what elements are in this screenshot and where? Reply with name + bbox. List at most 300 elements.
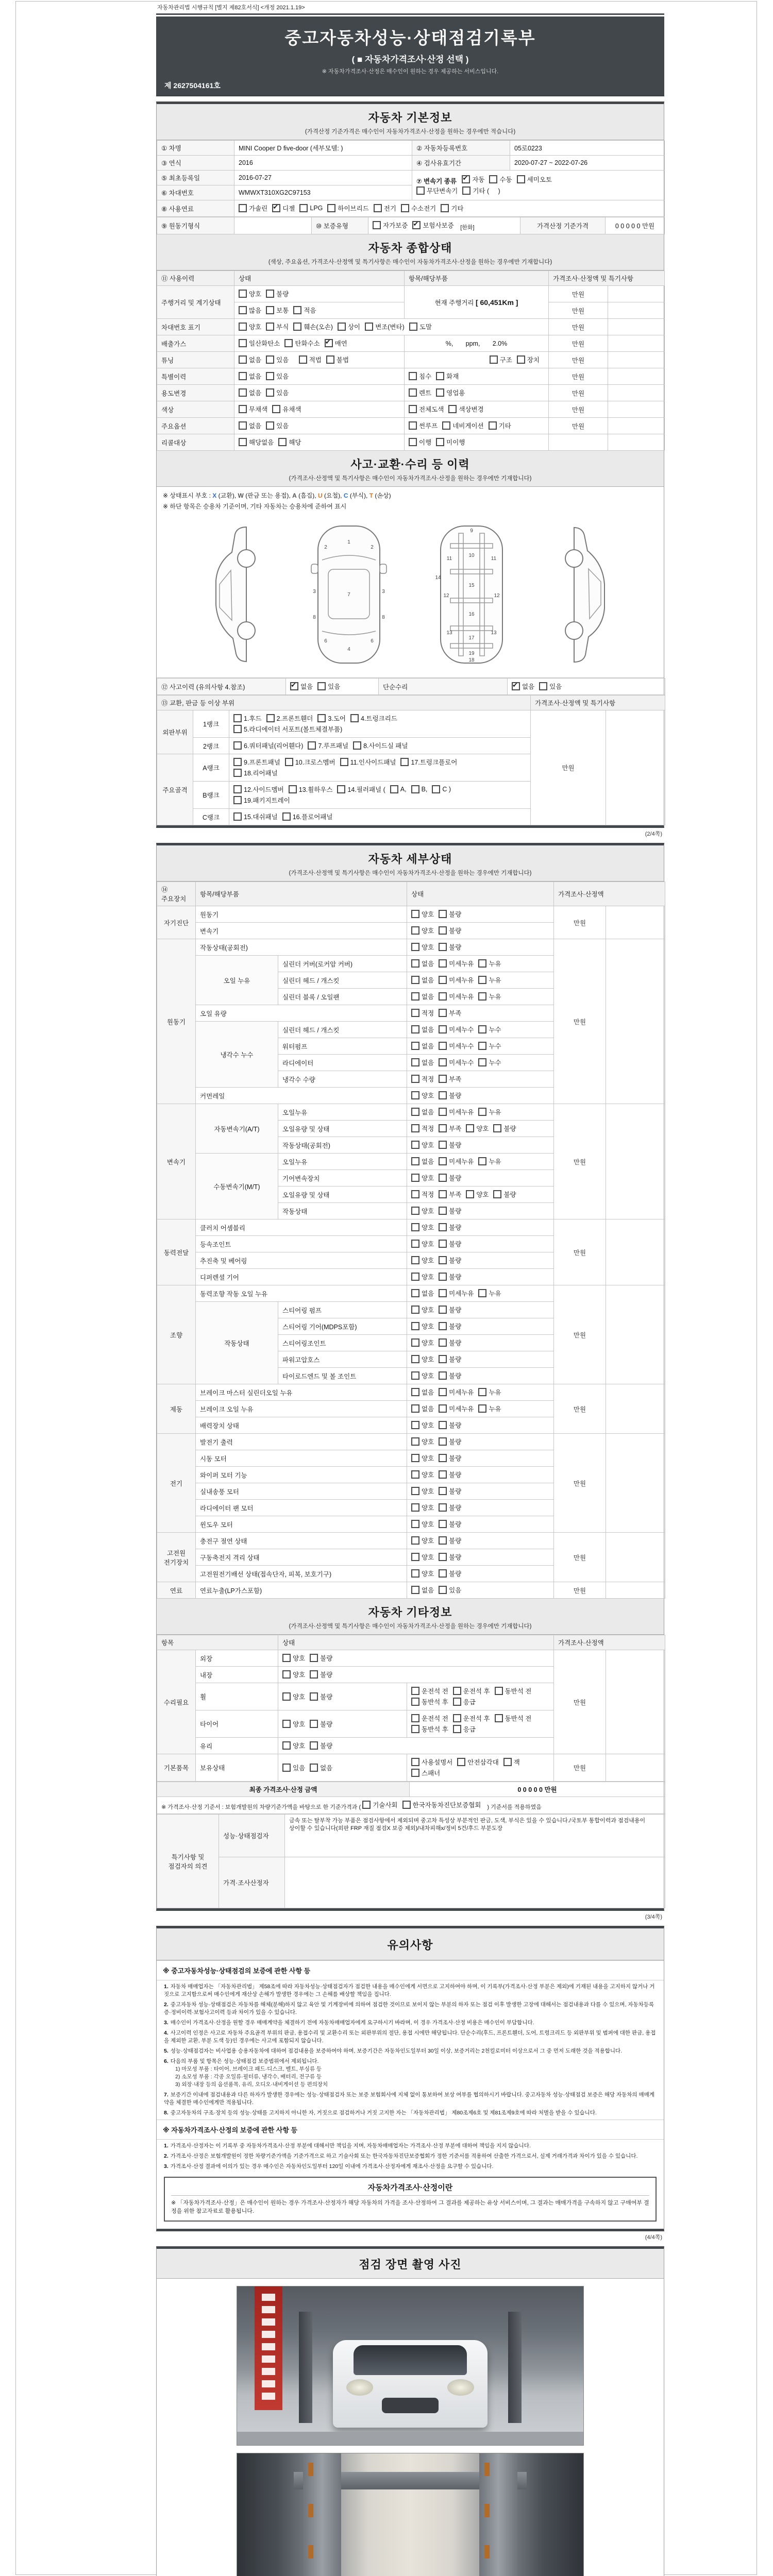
checkbox-unchecked-icon[interactable]	[442, 421, 450, 430]
checkbox-unchecked-icon[interactable]	[411, 1322, 419, 1330]
checkbox-unchecked-icon[interactable]	[411, 1470, 419, 1479]
checkbox-option[interactable]	[338, 322, 360, 331]
checkbox-unchecked-icon[interactable]	[411, 1536, 419, 1545]
checkbox-unchecked-icon[interactable]	[285, 758, 293, 766]
checkbox-unchecked-icon[interactable]	[453, 1714, 461, 1722]
checkbox-option[interactable]	[411, 1140, 434, 1149]
checkbox-unchecked-icon[interactable]	[439, 1190, 447, 1198]
checkbox-unchecked-icon[interactable]	[411, 1714, 419, 1722]
checkbox-unchecked-icon[interactable]	[272, 405, 280, 413]
checkbox-unchecked-icon[interactable]	[411, 1371, 419, 1380]
checkbox-option[interactable]	[478, 959, 501, 968]
checkbox-unchecked-icon[interactable]	[478, 1404, 486, 1413]
checkbox-option[interactable]	[411, 1305, 434, 1314]
checkbox-unchecked-icon[interactable]	[409, 405, 417, 413]
checkbox-unchecked-icon[interactable]	[439, 1289, 447, 1297]
checkbox-unchecked-icon[interactable]	[439, 1520, 447, 1528]
checkbox-unchecked-icon[interactable]	[411, 1256, 419, 1264]
checkbox-unchecked-icon[interactable]	[299, 204, 308, 212]
checkbox-option[interactable]	[439, 1256, 461, 1265]
checkbox-option[interactable]	[439, 992, 474, 1001]
checkbox-option[interactable]	[282, 812, 333, 821]
checkbox-option[interactable]	[284, 338, 320, 348]
checkbox-option[interactable]	[299, 204, 323, 212]
checkbox-unchecked-icon[interactable]	[411, 1487, 419, 1495]
checkbox-option[interactable]	[439, 1536, 461, 1545]
checkbox-unchecked-icon[interactable]	[439, 1240, 447, 1248]
checkbox-option[interactable]	[448, 404, 483, 414]
checkbox-unchecked-icon[interactable]	[411, 1388, 419, 1396]
checkbox-option[interactable]	[411, 1519, 434, 1529]
checkbox-checked-icon[interactable]	[272, 204, 280, 212]
checkbox-unchecked-icon[interactable]	[282, 1670, 291, 1679]
checkbox-option[interactable]	[457, 1757, 498, 1767]
checkbox-option[interactable]	[400, 757, 457, 767]
checkbox-unchecked-icon[interactable]	[411, 1569, 419, 1578]
checkbox-unchecked-icon[interactable]	[517, 355, 525, 364]
checkbox-unchecked-icon[interactable]	[439, 1009, 447, 1017]
checkbox-option[interactable]	[466, 1190, 489, 1199]
checkbox-option[interactable]	[282, 1692, 305, 1701]
checkbox-unchecked-icon[interactable]	[411, 1025, 419, 1033]
checkbox-unchecked-icon[interactable]	[439, 1404, 447, 1413]
checkbox-unchecked-icon[interactable]	[239, 306, 247, 314]
checkbox-checked-icon[interactable]	[512, 682, 520, 690]
checkbox-option[interactable]	[290, 682, 313, 691]
checkbox-option[interactable]	[439, 1025, 474, 1034]
checkbox-option[interactable]	[310, 1741, 332, 1750]
checkbox-option[interactable]	[365, 322, 405, 331]
checkbox-option[interactable]	[411, 1025, 434, 1034]
checkbox-option[interactable]	[478, 1041, 501, 1050]
checkbox-option[interactable]	[239, 437, 274, 447]
checkbox-option[interactable]	[439, 1239, 461, 1248]
checkbox-unchecked-icon[interactable]	[282, 1720, 291, 1728]
checkbox-unchecked-icon[interactable]	[411, 926, 419, 935]
checkbox-unchecked-icon[interactable]	[239, 438, 247, 446]
checkbox-unchecked-icon[interactable]	[439, 1586, 447, 1594]
checkbox-option[interactable]	[233, 741, 303, 750]
checkbox-unchecked-icon[interactable]	[439, 1042, 447, 1050]
checkbox-unchecked-icon[interactable]	[411, 1338, 419, 1347]
checkbox-option[interactable]	[432, 785, 451, 793]
checkbox-option[interactable]	[478, 1058, 501, 1067]
checkbox-option[interactable]	[411, 1256, 434, 1265]
checkbox-unchecked-icon[interactable]	[478, 976, 486, 984]
checkbox-option[interactable]	[409, 322, 432, 331]
checkbox-option[interactable]	[233, 812, 278, 821]
checkbox-option[interactable]	[439, 1354, 461, 1364]
checkbox-option[interactable]	[337, 785, 385, 794]
checkbox-option[interactable]	[239, 404, 267, 414]
checkbox-unchecked-icon[interactable]	[478, 1025, 486, 1033]
checkbox-option[interactable]	[489, 175, 512, 184]
checkbox-checked-icon[interactable]	[290, 682, 298, 690]
checkbox-option[interactable]	[411, 1124, 434, 1133]
checkbox-option[interactable]	[478, 975, 501, 985]
checkbox-option[interactable]	[490, 355, 512, 364]
checkbox-option[interactable]	[282, 1719, 305, 1728]
checkbox-unchecked-icon[interactable]	[233, 785, 242, 793]
checkbox-option[interactable]	[282, 1741, 305, 1750]
checkbox-unchecked-icon[interactable]	[411, 1058, 419, 1066]
checkbox-unchecked-icon[interactable]	[411, 1091, 419, 1099]
checkbox-checked-icon[interactable]	[462, 175, 470, 183]
checkbox-option[interactable]	[350, 714, 397, 723]
checkbox-option[interactable]	[409, 371, 431, 381]
checkbox-option[interactable]	[272, 204, 295, 213]
checkbox-option[interactable]	[239, 421, 261, 430]
checkbox-unchecked-icon[interactable]	[539, 682, 547, 690]
checkbox-option[interactable]	[439, 1585, 461, 1595]
checkbox-unchecked-icon[interactable]	[411, 1009, 419, 1017]
checkbox-unchecked-icon[interactable]	[439, 1306, 447, 1314]
checkbox-unchecked-icon[interactable]	[436, 388, 444, 397]
checkbox-unchecked-icon[interactable]	[411, 1075, 419, 1083]
checkbox-option[interactable]	[439, 1008, 461, 1018]
checkbox-unchecked-icon[interactable]	[289, 785, 297, 793]
checkbox-option[interactable]	[409, 388, 431, 397]
checkbox-unchecked-icon[interactable]	[441, 204, 449, 212]
checkbox-option[interactable]	[453, 1686, 490, 1696]
checkbox-option[interactable]	[401, 204, 436, 213]
checkbox-unchecked-icon[interactable]	[439, 1273, 447, 1281]
checkbox-unchecked-icon[interactable]	[411, 1758, 419, 1766]
checkbox-option[interactable]	[411, 1338, 434, 1347]
checkbox-unchecked-icon[interactable]	[439, 1553, 447, 1561]
checkbox-option[interactable]	[239, 355, 261, 364]
checkbox-unchecked-icon[interactable]	[439, 1454, 447, 1462]
checkbox-option[interactable]	[439, 942, 461, 952]
checkbox-unchecked-icon[interactable]	[340, 758, 348, 766]
checkbox-unchecked-icon[interactable]	[411, 1289, 419, 1297]
checkbox-unchecked-icon[interactable]	[326, 355, 334, 364]
checkbox-option[interactable]	[411, 1470, 434, 1479]
checkbox-option[interactable]	[439, 1124, 461, 1133]
checkbox-option[interactable]	[282, 1763, 305, 1772]
checkbox-option[interactable]	[299, 355, 322, 364]
checkbox-option[interactable]	[411, 1585, 434, 1595]
checkbox-unchecked-icon[interactable]	[233, 741, 242, 750]
checkbox-unchecked-icon[interactable]	[409, 421, 417, 430]
checkbox-option[interactable]	[390, 785, 407, 793]
checkbox-checked-icon[interactable]	[412, 221, 421, 229]
checkbox-unchecked-icon[interactable]	[411, 1520, 419, 1528]
checkbox-unchecked-icon[interactable]	[278, 438, 287, 446]
checkbox-option[interactable]	[353, 741, 408, 750]
checkbox-option[interactable]	[453, 1697, 476, 1706]
checkbox-option[interactable]	[439, 1190, 461, 1199]
checkbox-option[interactable]	[439, 1272, 461, 1281]
checkbox-option[interactable]	[411, 1757, 452, 1767]
checkbox-unchecked-icon[interactable]	[478, 992, 486, 1001]
checkbox-unchecked-icon[interactable]	[489, 175, 497, 183]
checkbox-unchecked-icon[interactable]	[411, 1174, 419, 1182]
checkbox-option[interactable]	[233, 768, 278, 777]
checkbox-option[interactable]	[411, 926, 434, 935]
checkbox-option[interactable]	[326, 355, 349, 364]
checkbox-option[interactable]	[411, 1239, 434, 1248]
checkbox-unchecked-icon[interactable]	[400, 758, 409, 766]
checkbox-option[interactable]	[233, 757, 280, 767]
checkbox-option[interactable]	[285, 757, 335, 767]
checkbox-option[interactable]	[439, 1420, 461, 1430]
checkbox-unchecked-icon[interactable]	[239, 372, 247, 380]
checkbox-option[interactable]	[411, 1420, 434, 1430]
checkbox-option[interactable]	[402, 1800, 481, 1809]
checkbox-unchecked-icon[interactable]	[490, 355, 498, 364]
checkbox-unchecked-icon[interactable]	[353, 741, 361, 750]
checkbox-unchecked-icon[interactable]	[439, 1141, 447, 1149]
checkbox-unchecked-icon[interactable]	[411, 1306, 419, 1314]
checkbox-unchecked-icon[interactable]	[439, 1108, 447, 1116]
checkbox-unchecked-icon[interactable]	[448, 405, 457, 413]
checkbox-unchecked-icon[interactable]	[411, 1437, 419, 1446]
checkbox-unchecked-icon[interactable]	[478, 1388, 486, 1396]
checkbox-unchecked-icon[interactable]	[411, 1190, 419, 1198]
checkbox-unchecked-icon[interactable]	[439, 1338, 447, 1347]
checkbox-unchecked-icon[interactable]	[317, 682, 326, 690]
checkbox-option[interactable]	[239, 338, 280, 348]
checkbox-unchecked-icon[interactable]	[411, 1141, 419, 1149]
checkbox-unchecked-icon[interactable]	[409, 438, 417, 446]
checkbox-unchecked-icon[interactable]	[493, 1124, 501, 1132]
checkbox-unchecked-icon[interactable]	[317, 714, 326, 722]
checkbox-unchecked-icon[interactable]	[310, 1654, 318, 1662]
checkbox-option[interactable]	[462, 186, 500, 195]
checkbox-option[interactable]	[308, 741, 348, 750]
checkbox-unchecked-icon[interactable]	[411, 1698, 419, 1706]
checkbox-unchecked-icon[interactable]	[478, 1289, 486, 1297]
checkbox-unchecked-icon[interactable]	[453, 1725, 461, 1733]
checkbox-unchecked-icon[interactable]	[478, 1108, 486, 1116]
checkbox-option[interactable]	[441, 204, 463, 213]
checkbox-option[interactable]	[436, 437, 465, 447]
checkbox-option[interactable]	[411, 992, 434, 1001]
checkbox-option[interactable]	[439, 1321, 461, 1331]
checkbox-option[interactable]	[409, 421, 438, 430]
checkbox-option[interactable]	[233, 724, 342, 734]
checkbox-unchecked-icon[interactable]	[411, 1687, 419, 1695]
checkbox-unchecked-icon[interactable]	[327, 204, 335, 212]
checkbox-option[interactable]	[266, 388, 289, 397]
checkbox-option[interactable]	[411, 1074, 434, 1083]
checkbox-unchecked-icon[interactable]	[411, 992, 419, 1001]
checkbox-option[interactable]	[293, 322, 333, 331]
checkbox-option[interactable]	[439, 975, 474, 985]
checkbox-option[interactable]	[412, 221, 453, 230]
checkbox-unchecked-icon[interactable]	[310, 1764, 318, 1772]
checkbox-unchecked-icon[interactable]	[439, 976, 447, 984]
checkbox-option[interactable]	[436, 371, 459, 381]
checkbox-option[interactable]	[289, 785, 333, 794]
checkbox-option[interactable]	[266, 714, 313, 723]
checkbox-unchecked-icon[interactable]	[233, 758, 242, 766]
checkbox-option[interactable]	[442, 421, 483, 430]
checkbox-option[interactable]	[411, 1091, 434, 1100]
checkbox-unchecked-icon[interactable]	[478, 1042, 486, 1050]
checkbox-option[interactable]	[439, 1404, 474, 1413]
checkbox-option[interactable]	[411, 1321, 434, 1331]
checkbox-option[interactable]	[266, 306, 289, 315]
checkbox-option[interactable]	[439, 1041, 474, 1050]
checkbox-unchecked-icon[interactable]	[517, 175, 525, 183]
checkbox-unchecked-icon[interactable]	[390, 785, 398, 793]
checkbox-unchecked-icon[interactable]	[439, 1025, 447, 1033]
checkbox-option[interactable]	[233, 785, 284, 794]
checkbox-option[interactable]	[495, 1714, 532, 1723]
checkbox-unchecked-icon[interactable]	[362, 1801, 371, 1809]
checkbox-option[interactable]	[310, 1653, 332, 1663]
checkbox-unchecked-icon[interactable]	[411, 1454, 419, 1462]
checkbox-unchecked-icon[interactable]	[439, 1157, 447, 1165]
checkbox-unchecked-icon[interactable]	[266, 355, 274, 364]
checkbox-unchecked-icon[interactable]	[402, 1801, 411, 1809]
checkbox-option[interactable]	[340, 757, 396, 767]
checkbox-option[interactable]	[411, 1437, 434, 1446]
checkbox-option[interactable]	[493, 1124, 516, 1133]
checkbox-unchecked-icon[interactable]	[239, 323, 247, 331]
checkbox-option[interactable]	[478, 1289, 501, 1298]
checkbox-unchecked-icon[interactable]	[493, 1190, 501, 1198]
checkbox-option[interactable]	[512, 682, 534, 691]
checkbox-unchecked-icon[interactable]	[411, 976, 419, 984]
checkbox-option[interactable]	[310, 1692, 332, 1701]
checkbox-unchecked-icon[interactable]	[409, 388, 417, 397]
checkbox-option[interactable]	[411, 1008, 434, 1018]
checkbox-unchecked-icon[interactable]	[495, 1687, 503, 1695]
checkbox-unchecked-icon[interactable]	[266, 372, 274, 380]
checkbox-unchecked-icon[interactable]	[495, 1714, 503, 1722]
checkbox-unchecked-icon[interactable]	[411, 1207, 419, 1215]
checkbox-unchecked-icon[interactable]	[439, 1174, 447, 1182]
checkbox-unchecked-icon[interactable]	[439, 1437, 447, 1446]
checkbox-unchecked-icon[interactable]	[350, 714, 359, 722]
checkbox-unchecked-icon[interactable]	[411, 943, 419, 951]
checkbox-unchecked-icon[interactable]	[266, 323, 274, 331]
checkbox-unchecked-icon[interactable]	[310, 1741, 318, 1750]
checkbox-option[interactable]	[466, 1124, 489, 1133]
checkbox-option[interactable]	[439, 1206, 461, 1215]
checkbox-option[interactable]	[239, 204, 267, 213]
checkbox-unchecked-icon[interactable]	[411, 1404, 419, 1413]
checkbox-unchecked-icon[interactable]	[439, 1421, 447, 1429]
checkbox-option[interactable]	[272, 404, 301, 414]
checkbox-unchecked-icon[interactable]	[439, 1223, 447, 1231]
checkbox-option[interactable]	[266, 322, 289, 331]
checkbox-unchecked-icon[interactable]	[239, 405, 247, 413]
checkbox-option[interactable]	[266, 371, 289, 381]
checkbox-unchecked-icon[interactable]	[436, 372, 444, 380]
checkbox-option[interactable]	[439, 1486, 461, 1496]
checkbox-option[interactable]	[411, 1272, 434, 1281]
checkbox-option[interactable]	[439, 1387, 474, 1397]
checkbox-option[interactable]	[416, 186, 458, 195]
checkbox-option[interactable]	[411, 1714, 448, 1723]
checkbox-unchecked-icon[interactable]	[439, 1091, 447, 1099]
checkbox-unchecked-icon[interactable]	[299, 355, 307, 364]
checkbox-unchecked-icon[interactable]	[308, 741, 316, 750]
checkbox-option[interactable]	[439, 1569, 461, 1578]
checkbox-option[interactable]	[411, 942, 434, 952]
checkbox-unchecked-icon[interactable]	[453, 1698, 461, 1706]
checkbox-unchecked-icon[interactable]	[409, 323, 417, 331]
checkbox-unchecked-icon[interactable]	[411, 1157, 419, 1165]
checkbox-unchecked-icon[interactable]	[239, 421, 247, 430]
checkbox-unchecked-icon[interactable]	[266, 421, 274, 430]
checkbox-option[interactable]	[233, 795, 290, 805]
checkbox-unchecked-icon[interactable]	[310, 1670, 318, 1679]
checkbox-option[interactable]	[282, 1670, 305, 1679]
checkbox-option[interactable]	[436, 388, 465, 397]
checkbox-unchecked-icon[interactable]	[293, 306, 301, 314]
checkbox-unchecked-icon[interactable]	[439, 943, 447, 951]
checkbox-option[interactable]	[233, 714, 262, 723]
checkbox-option[interactable]	[411, 1569, 434, 1578]
checkbox-unchecked-icon[interactable]	[411, 959, 419, 968]
checkbox-option[interactable]	[317, 682, 340, 691]
checkbox-unchecked-icon[interactable]	[436, 438, 444, 446]
checkbox-unchecked-icon[interactable]	[439, 1487, 447, 1495]
checkbox-unchecked-icon[interactable]	[282, 1741, 291, 1750]
checkbox-option[interactable]	[411, 1058, 434, 1067]
checkbox-option[interactable]	[439, 1305, 461, 1314]
checkbox-unchecked-icon[interactable]	[439, 1124, 447, 1132]
checkbox-option[interactable]	[411, 1041, 434, 1050]
checkbox-option[interactable]	[239, 289, 261, 298]
checkbox-unchecked-icon[interactable]	[284, 339, 293, 347]
checkbox-option[interactable]	[411, 1453, 434, 1463]
checkbox-option[interactable]	[411, 1371, 434, 1380]
checkbox-option[interactable]	[439, 1338, 461, 1347]
checkbox-option[interactable]	[439, 1519, 461, 1529]
checkbox-option[interactable]	[439, 959, 474, 968]
checkbox-option[interactable]	[411, 1686, 448, 1696]
checkbox-option[interactable]	[239, 322, 261, 331]
checkbox-unchecked-icon[interactable]	[266, 388, 274, 397]
checkbox-unchecked-icon[interactable]	[439, 1256, 447, 1264]
checkbox-option[interactable]	[439, 1157, 474, 1166]
checkbox-option[interactable]	[239, 388, 261, 397]
checkbox-option[interactable]	[373, 221, 408, 230]
checkbox-unchecked-icon[interactable]	[239, 388, 247, 397]
checkbox-option[interactable]	[439, 1091, 461, 1100]
checkbox-unchecked-icon[interactable]	[293, 323, 301, 331]
checkbox-option[interactable]	[439, 1107, 474, 1116]
checkbox-option[interactable]	[503, 1757, 520, 1767]
checkbox-unchecked-icon[interactable]	[439, 1058, 447, 1066]
checkbox-unchecked-icon[interactable]	[453, 1687, 461, 1695]
checkbox-unchecked-icon[interactable]	[411, 785, 419, 793]
checkbox-unchecked-icon[interactable]	[411, 1108, 419, 1116]
checkbox-option[interactable]	[439, 1140, 461, 1149]
checkbox-unchecked-icon[interactable]	[239, 290, 247, 298]
checkbox-unchecked-icon[interactable]	[439, 910, 447, 918]
checkbox-option[interactable]	[478, 1025, 501, 1034]
checkbox-option[interactable]	[439, 926, 461, 935]
checkbox-unchecked-icon[interactable]	[411, 1240, 419, 1248]
checkbox-option[interactable]	[411, 1190, 434, 1199]
checkbox-option[interactable]	[411, 1223, 434, 1232]
checkbox-option[interactable]	[517, 175, 552, 184]
checkbox-unchecked-icon[interactable]	[401, 204, 409, 212]
checkbox-unchecked-icon[interactable]	[439, 1322, 447, 1330]
checkbox-option[interactable]	[478, 1404, 501, 1413]
checkbox-unchecked-icon[interactable]	[266, 290, 274, 298]
checkbox-unchecked-icon[interactable]	[411, 910, 419, 918]
checkbox-option[interactable]	[411, 1289, 434, 1298]
checkbox-option[interactable]	[411, 1503, 434, 1512]
